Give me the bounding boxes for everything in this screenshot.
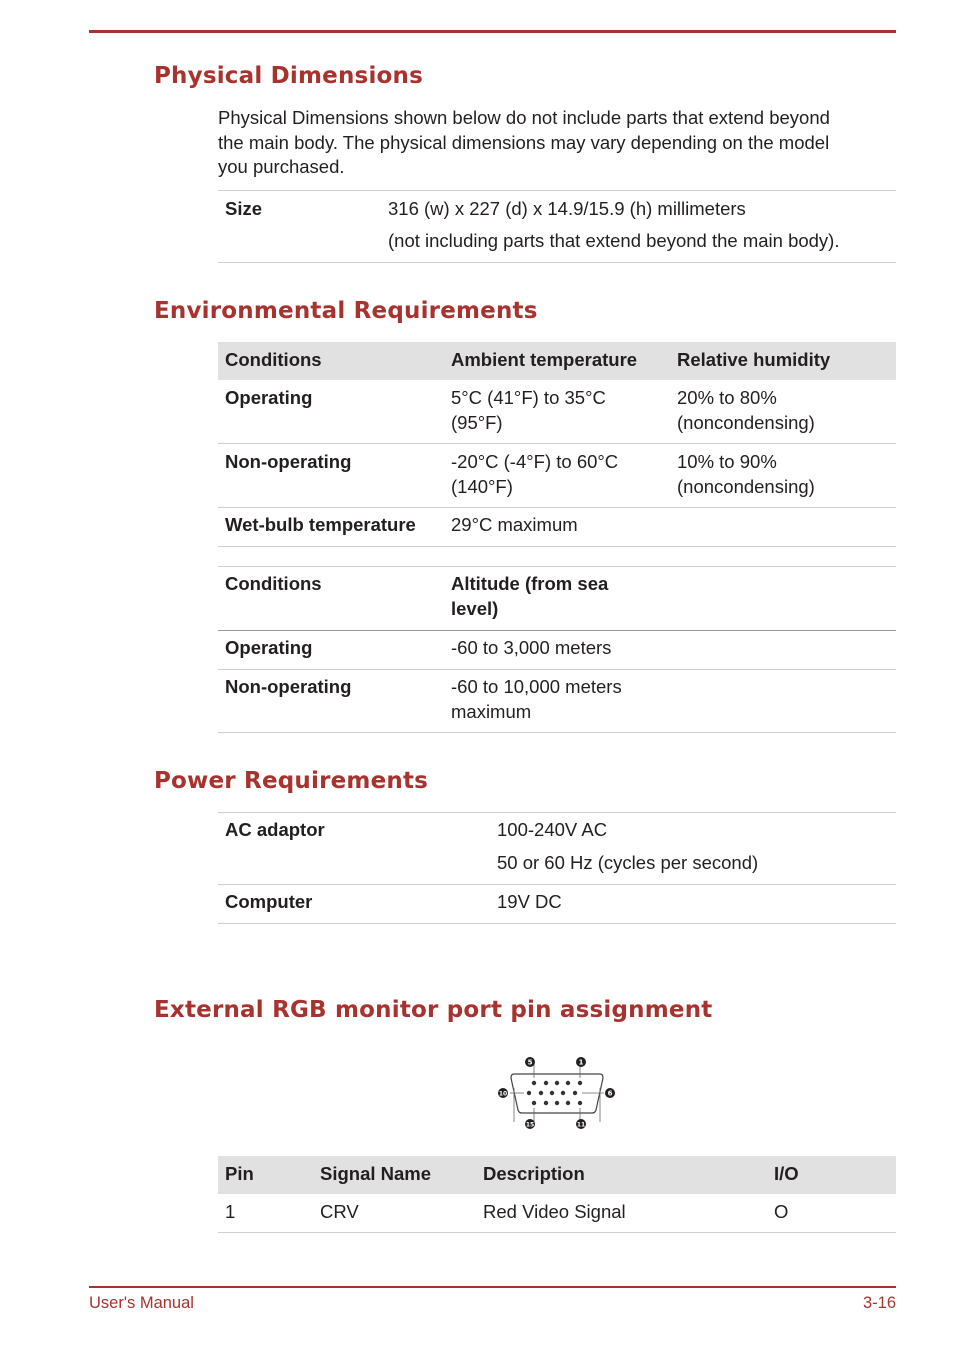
row-pin: 1 (225, 1201, 236, 1222)
table-rule (218, 443, 896, 444)
section-title-power: Power Requirements (154, 768, 429, 794)
svg-text:1: 1 (578, 1058, 584, 1067)
power-value: 50 or 60 Hz (cycles per second) (497, 852, 759, 873)
svg-text:5: 5 (527, 1058, 533, 1067)
row-condition: Operating (225, 637, 313, 658)
row-signal: CRV (320, 1201, 359, 1222)
table-rule (218, 507, 896, 508)
table-rule (218, 546, 896, 547)
row-temp: -20°C (-4°F) to 60°C (140°F) (451, 451, 619, 497)
row-condition: Non-operating (225, 676, 352, 697)
pin-label-mid-left (498, 1088, 508, 1098)
row-humidity: 10% to 90% (noncondensing) (677, 451, 815, 497)
table-header-rule (218, 630, 896, 631)
intro-line: the main body. The physical dimensions may vary depending on the model (218, 131, 830, 153)
footer-title: User's Manual (89, 1294, 194, 1312)
power-label: Computer (225, 891, 313, 912)
table-rule (218, 669, 896, 670)
header-io: I/O (774, 1163, 799, 1184)
table-rule (218, 923, 896, 924)
header-description: Description (483, 1163, 585, 1184)
row-humidity: 20% to 80% (noncondensing) (677, 387, 815, 433)
table-rule (218, 884, 896, 885)
header-ambient-temperature: Ambient temperature (451, 349, 638, 370)
row-condition: Wet-bulb temperature (225, 514, 416, 535)
svg-text:15: 15 (525, 1121, 535, 1129)
intro-line: you purchased. (218, 156, 345, 177)
power-value: 19V DC (497, 891, 562, 912)
svg-text:10: 10 (498, 1090, 508, 1098)
bottom-rule (89, 1286, 896, 1288)
svg-text:11: 11 (576, 1121, 586, 1129)
table-rule (218, 1232, 896, 1233)
section-title-rgb: External RGB monitor port pin assignment (154, 997, 713, 1023)
pin-label-mid-right (605, 1088, 615, 1098)
header-pin: Pin (225, 1163, 254, 1184)
row-io: O (774, 1201, 789, 1222)
table-rule (218, 566, 896, 567)
header-altitude: Altitude (from sea level) (451, 573, 609, 619)
size-note: (not including parts that extend beyond the main body). (388, 230, 840, 251)
row-altitude: -60 to 3,000 meters (451, 637, 612, 658)
header-conditions: Conditions (225, 349, 322, 370)
table-rule (218, 262, 896, 263)
header-conditions: Conditions (225, 573, 322, 594)
table-rule (218, 812, 896, 813)
pin-label-bottom-right (576, 1119, 586, 1129)
vga-connector-diagram (496, 1052, 618, 1134)
svg-text:6: 6 (607, 1089, 613, 1098)
page-number: 3-16 (862, 1294, 896, 1312)
power-value: 100-240V AC (497, 819, 608, 840)
row-temp: 5°C (41°F) to 35°C (95°F) (451, 387, 606, 433)
size-label: Size (225, 198, 263, 219)
row-condition: Non-operating (225, 451, 352, 472)
header-signal-name: Signal Name (320, 1163, 432, 1184)
table-rule (218, 190, 896, 191)
row-temp: 29°C maximum (451, 514, 578, 535)
size-value: 316 (w) x 227 (d) x 14.9/15.9 (h) millimeters (388, 198, 746, 219)
intro-line: Physical Dimensions shown below do not include parts that extend beyond (218, 107, 830, 128)
pin-label-top-left (525, 1057, 535, 1067)
section-title-environmental: Environmental Requirements (154, 298, 538, 324)
physical-intro (218, 106, 898, 180)
table-rule (218, 732, 896, 733)
row-condition: Operating (225, 387, 313, 408)
row-description: Red Video Signal (483, 1201, 626, 1222)
power-label: AC adaptor (225, 819, 325, 840)
pin-label-top-right (576, 1057, 586, 1067)
row-altitude: -60 to 10,000 meters maximum (451, 676, 622, 722)
header-relative-humidity: Relative humidity (677, 349, 831, 370)
pin-label-bottom-left (525, 1119, 535, 1129)
top-rule (89, 30, 896, 33)
section-title-physical: Physical Dimensions (154, 63, 423, 89)
